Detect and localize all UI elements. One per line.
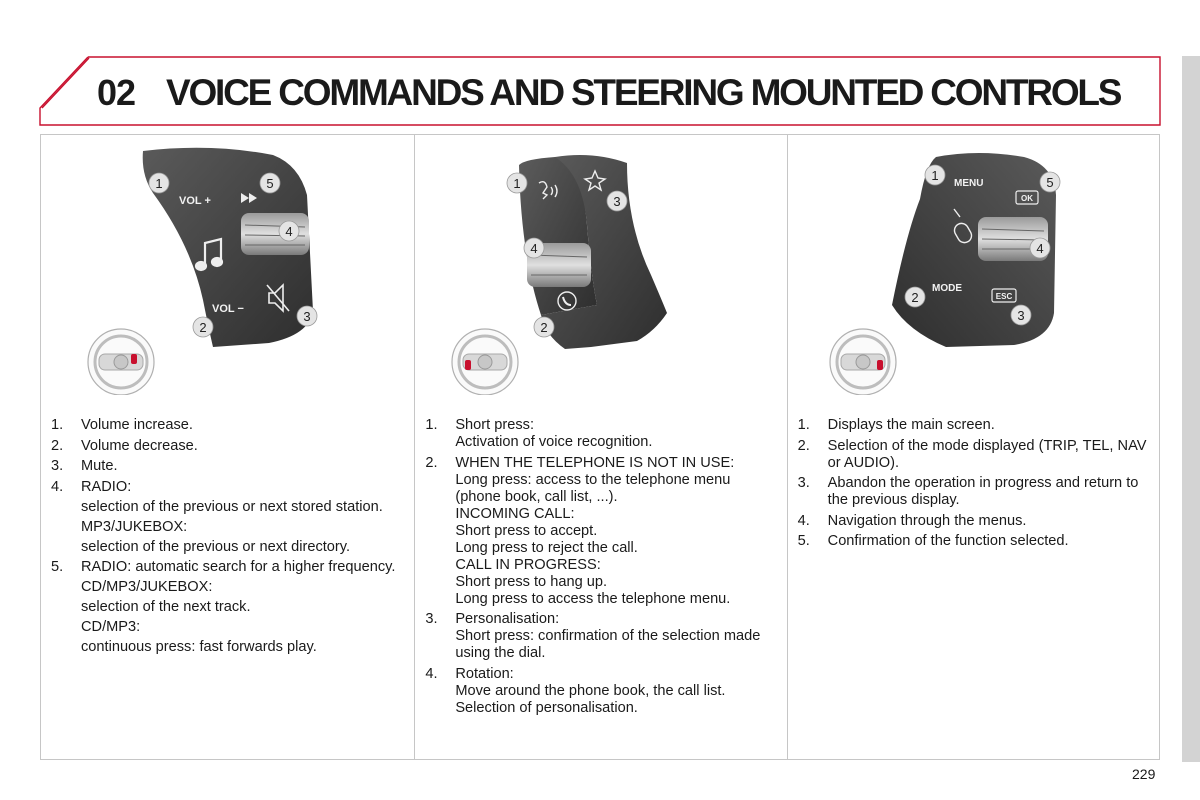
callout-2 <box>905 287 925 307</box>
ok-label: OK <box>1020 194 1033 203</box>
callout-3 <box>607 191 627 211</box>
item-line: selection of the previous or next directory. <box>81 538 351 555</box>
item-line: Volume increase. <box>81 417 193 433</box>
item-line: CD/MP3/JUKEBOX: <box>81 579 213 596</box>
item-number: 1. <box>797 417 810 433</box>
item-line: Short press to accept. <box>455 522 598 539</box>
item-line: Activation of voice recognition. <box>455 434 653 450</box>
svg-text:3: 3 <box>613 194 621 209</box>
item-line: selection of the previous or next stored station. <box>81 498 383 515</box>
svg-text:3: 3 <box>303 309 311 324</box>
svg-text:1: 1 <box>155 176 163 191</box>
item-number: 1. <box>51 417 64 433</box>
item-number: 2. <box>51 437 64 454</box>
svg-text:4: 4 <box>530 241 538 256</box>
item-text <box>828 475 1151 509</box>
item-line: continuous press: fast forwards play. <box>81 639 317 656</box>
item-line: Short press: confirmation of the selection made using the dial. <box>455 628 761 662</box>
item-line: Long press: access to the telephone menu (phone book, call list, ...). <box>455 471 731 505</box>
item-text <box>828 513 1151 530</box>
list-item <box>51 438 406 455</box>
item-number: 4. <box>425 665 438 682</box>
callout-3 <box>297 306 317 326</box>
list-item <box>51 458 406 475</box>
item-line: Confirmation of the function selected. <box>827 533 1069 550</box>
svg-text:2: 2 <box>911 290 919 305</box>
svg-text:2: 2 <box>540 320 548 335</box>
vol-minus-label: VOL − <box>212 303 244 315</box>
chapter-side-tab <box>1182 56 1200 762</box>
callout-1 <box>149 173 169 193</box>
list-item <box>51 559 406 656</box>
item-text <box>81 417 406 434</box>
item-line: CD/MP3: <box>81 619 141 636</box>
item-number: 3. <box>425 611 438 628</box>
item-line: Short press to hang up. <box>455 573 608 590</box>
mode-label: MODE <box>931 283 962 294</box>
callout-3 <box>1011 305 1031 325</box>
list-item <box>798 438 1151 472</box>
item-line: Abandon the operation in progress and return to the previous display. <box>827 475 1139 509</box>
item-number: 5. <box>51 559 64 576</box>
item-line: Volume decrease. <box>81 437 198 454</box>
list-item <box>798 475 1151 509</box>
audio-controls-list <box>51 417 406 660</box>
page-title: VOICE COMMANDS AND STEERING MOUNTED CONTROLS <box>166 72 1121 113</box>
item-text <box>81 559 406 656</box>
panel-display-controls <box>787 135 1159 759</box>
item-number: 3. <box>797 475 810 492</box>
esc-label: ESC <box>995 292 1012 301</box>
display-controls-illustration <box>788 135 1161 395</box>
steering-wheel-icon <box>88 329 154 395</box>
list-item <box>798 417 1151 434</box>
list-item <box>425 611 778 662</box>
item-number: 3. <box>51 458 64 475</box>
callout-4 <box>279 221 299 241</box>
list-item <box>425 455 778 608</box>
callout-4 <box>1030 238 1050 258</box>
phone-controls-illustration <box>415 135 788 395</box>
item-line: Displays the main screen. <box>827 417 995 433</box>
callout-1 <box>507 173 527 193</box>
item-line: INCOMING CALL: <box>455 505 575 522</box>
item-number: 5. <box>797 533 810 550</box>
svg-text:1: 1 <box>931 168 939 183</box>
item-number: 4. <box>797 512 810 529</box>
item-text <box>828 438 1151 472</box>
steering-wheel-icon <box>830 329 896 395</box>
item-line: Long press to reject the call. <box>455 539 638 556</box>
menu-label: MENU <box>953 178 984 189</box>
item-number: 1. <box>425 417 438 433</box>
page-number: 229 <box>1132 766 1156 782</box>
svg-text:3: 3 <box>1017 308 1025 323</box>
callout-1 <box>925 165 945 185</box>
callout-2 <box>193 317 213 337</box>
callout-4 <box>524 238 544 258</box>
steering-wheel-icon <box>452 329 518 395</box>
vol-plus-label: VOL + <box>179 195 211 207</box>
list-item <box>798 513 1151 530</box>
item-number: 4. <box>51 478 64 495</box>
audio-controls-illustration <box>41 135 415 395</box>
panel-audio-controls <box>41 135 414 759</box>
list-item <box>425 666 778 717</box>
item-line: Rotation: <box>455 665 514 682</box>
item-line: Move around the phone book, the call list. <box>455 682 726 699</box>
svg-text:5: 5 <box>266 176 274 191</box>
svg-text:4: 4 <box>285 224 293 239</box>
item-text <box>828 417 1151 434</box>
svg-text:5: 5 <box>1046 175 1054 190</box>
callout-2 <box>534 317 554 337</box>
item-text <box>455 611 778 662</box>
item-line: Long press to access the telephone menu. <box>455 590 731 607</box>
list-item <box>51 417 406 434</box>
item-line: Navigation through the menus. <box>827 512 1027 529</box>
phone-controls-list <box>425 417 778 720</box>
svg-text:2: 2 <box>199 320 207 335</box>
list-item <box>798 533 1151 550</box>
panel-phone-controls <box>414 135 786 759</box>
list-item <box>425 417 778 451</box>
item-number: 2. <box>797 437 810 454</box>
svg-text:4: 4 <box>1036 241 1044 256</box>
item-line: RADIO: automatic search for a higher frequency. <box>81 559 396 576</box>
item-text <box>81 438 406 455</box>
item-line: WHEN THE TELEPHONE IS NOT IN USE: <box>455 454 735 471</box>
item-text <box>455 666 778 717</box>
item-line: Selection of the mode displayed (TRIP, TEL, NAV or AUDIO). <box>827 437 1147 471</box>
item-text <box>81 458 406 475</box>
callout-5 <box>260 173 280 193</box>
item-line: RADIO: <box>81 478 132 495</box>
item-line: Mute. <box>81 458 118 475</box>
svg-text:1: 1 <box>513 176 521 191</box>
item-line: MP3/JUKEBOX: <box>81 518 188 535</box>
item-line: Selection of personalisation. <box>455 699 638 716</box>
list-item <box>51 479 406 556</box>
item-text <box>81 479 406 556</box>
item-text <box>455 417 778 451</box>
item-line: CALL IN PROGRESS: <box>455 556 601 573</box>
content-panels <box>40 134 1160 760</box>
item-number: 2. <box>425 454 438 471</box>
chapter-number: 02 <box>97 72 136 113</box>
item-line: selection of the next track. <box>81 599 251 616</box>
item-text <box>828 533 1151 550</box>
item-line: Short press: <box>455 417 535 433</box>
callout-5 <box>1040 172 1060 192</box>
item-line: Personalisation: <box>455 611 560 628</box>
item-text <box>455 455 778 608</box>
display-controls-list <box>798 417 1151 554</box>
